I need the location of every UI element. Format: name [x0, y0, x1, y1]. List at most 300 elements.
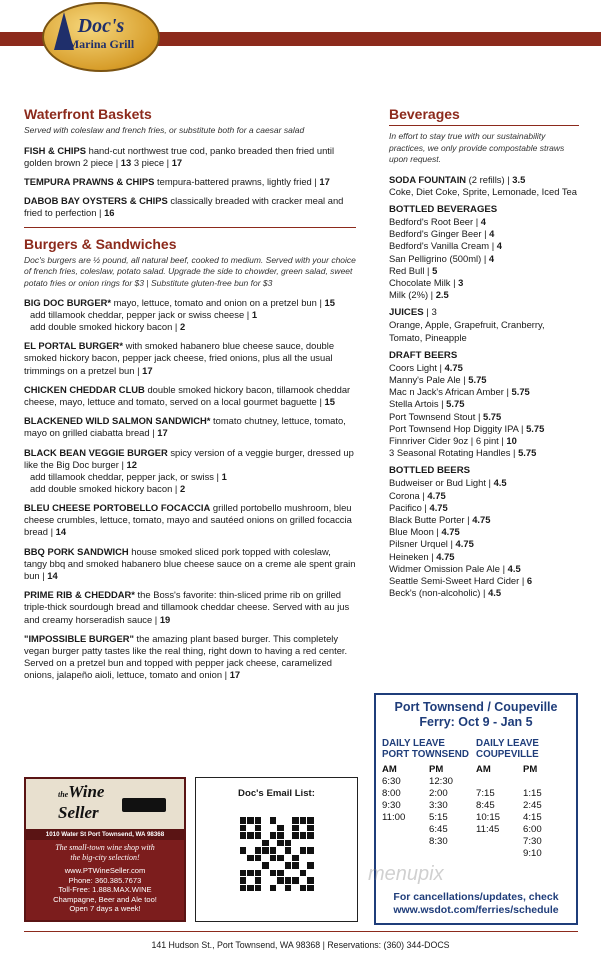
item-desc: mayo, lettuce, tomato and onion on a pretzel bun | — [110, 297, 325, 309]
qr-module — [307, 847, 314, 854]
qr-module — [307, 855, 314, 862]
menu-item — [24, 145, 356, 169]
qr-module — [307, 862, 314, 869]
ferry-time: 11:00 — [382, 812, 406, 823]
beverage-name: Stella Artois | — [389, 398, 447, 410]
qr-module — [255, 870, 262, 877]
item-desc: house smoked sliced pork topped with coleslaw, tangy bbq and smoked habanero blue cheese sauce on a creme ale spent grain bun | — [24, 545, 356, 582]
wine-tollfree: Toll-Free: 1.888.MAX.WINE — [58, 885, 152, 895]
section-divider — [24, 227, 356, 228]
ferry-time: 6:45 — [429, 824, 448, 835]
beverage-name: Budweiser or Bud Light | — [389, 477, 494, 489]
beverage-item — [389, 587, 579, 599]
item-desc: grilled portobello mushroom, bleu cheese crumbles, lettuce, tomato, mayo and sautéed onions on grilled focaccia bread | — [24, 502, 352, 538]
item-addon — [24, 309, 356, 321]
qr-module — [300, 870, 307, 877]
beverage-item — [389, 240, 579, 252]
addon-text: add tillamook cheddar, pepper jack or swiss cheese | — [30, 309, 252, 321]
item-name: CHICKEN CHEDDAR CLUB — [24, 383, 145, 395]
item-desc: with smoked habanero blue cheese sauce, double smoked hickory bacon, pepper jack cheese, fried onions, plus all the usual trimmings on a pretzel bun | — [24, 340, 335, 376]
item-name: "IMPOSSIBLE BURGER" — [24, 632, 134, 644]
beverage-name: Pilsner Urquel | — [389, 538, 456, 550]
item-name: BLEU CHEESE PORTOBELLO FOCACCIA — [24, 502, 211, 514]
item-price: 16 — [104, 207, 115, 219]
item-extra: 3 piece | — [131, 156, 172, 168]
cv-am-label: AM — [476, 764, 491, 775]
qr-module — [270, 847, 277, 854]
menu-item — [24, 384, 356, 408]
qr-module — [285, 862, 292, 869]
qr-module — [307, 840, 314, 847]
beverage-item — [389, 447, 579, 459]
wine-address: 1010 Water St Port Townsend, WA 98368 — [26, 829, 184, 840]
ferry-time: 1:15 — [523, 788, 542, 799]
beverage-name: Chocolate Milk | — [389, 276, 459, 288]
item-price: 17 — [142, 364, 153, 376]
beverage-price: 6 — [526, 574, 533, 586]
beverage-price: 3 — [458, 276, 464, 288]
item-price: 13 — [120, 156, 132, 168]
ferry-time: 8:45 — [476, 800, 495, 811]
item-price: 17 — [229, 669, 241, 681]
item-price: 17 — [157, 427, 168, 439]
item-addon — [24, 471, 356, 483]
wine-tagline-2: the big-city selection! — [70, 853, 140, 862]
beverage-item — [389, 502, 579, 514]
qr-module — [285, 832, 292, 839]
logo-title: Doc's — [77, 15, 125, 37]
beverage-price: 4.75 — [429, 501, 448, 513]
beverage-item — [389, 289, 579, 301]
qr-module — [240, 817, 247, 824]
menu-item — [24, 546, 356, 583]
ferry-title: Port Townsend / Coupeville — [394, 700, 558, 714]
qr-module — [240, 885, 247, 892]
beverage-item — [389, 362, 579, 374]
qr-module — [240, 855, 247, 862]
ferry-time: 9:10 — [523, 848, 542, 859]
beverage-name: Coors Light | — [389, 361, 445, 373]
item-price: 15 — [324, 297, 335, 309]
beverage-item — [389, 538, 579, 550]
menu-item — [24, 415, 356, 439]
item-name: TEMPURA PRAWNS & CHIPS — [24, 175, 155, 187]
item-price: 14 — [55, 526, 67, 538]
qr-module — [277, 840, 284, 847]
menu-item — [24, 589, 356, 626]
qr-module — [262, 862, 269, 869]
item-price: 17 — [319, 175, 330, 187]
cv-am-times — [476, 788, 523, 836]
wine-open: Open 7 days a week! — [69, 904, 141, 914]
qr-module — [255, 877, 262, 884]
beverage-item — [389, 253, 579, 265]
qr-module — [262, 877, 269, 884]
qr-module — [247, 840, 254, 847]
item-name: PRIME RIB & CHEDDAR* — [24, 589, 135, 601]
item-name: DABOB BAY OYSTERS & CHIPS — [24, 195, 168, 207]
beers-list — [389, 477, 579, 599]
beverage-price: 4.5 — [493, 477, 507, 489]
beverage-price: 4.75 — [455, 538, 474, 550]
qr-module — [262, 832, 269, 839]
beverage-name: Widmer Omission Pale Ale | — [389, 562, 508, 574]
wine-brand — [58, 783, 104, 822]
beverage-name: Bedford's Ginger Beer | — [389, 228, 490, 240]
qr-module — [307, 877, 314, 884]
beverage-name: Manny's Pale Ale | — [389, 373, 469, 385]
qr-module — [240, 832, 247, 839]
addon-text: add tillamook cheddar, pepper jack, or swiss | — [30, 471, 222, 483]
juices-heading — [389, 307, 579, 318]
beverage-name: Bedford's Vanilla Cream | — [389, 240, 497, 252]
beverage-price: 4.75 — [441, 526, 460, 538]
beverages-note: In effort to stay true with our sustainability practices, we only provide compostable straws upon request. — [389, 131, 565, 164]
qr-module — [307, 832, 314, 839]
burgers-heading: Burgers & Sandwiches — [24, 235, 177, 252]
item-name: EL PORTAL BURGER* — [24, 340, 123, 352]
beverage-price: 4.75 — [472, 513, 491, 525]
item-desc: tomato chutney, lettuce, tomato, mayo on grilled ciabatta bread | — [24, 415, 346, 439]
addon-price: 2 — [179, 321, 186, 333]
wine-logo — [26, 779, 184, 829]
beverage-name: Seattle Semi-Sweet Hard Cider | — [389, 574, 527, 586]
item-price: 12 — [126, 458, 137, 470]
beverages-divider — [389, 125, 579, 126]
beverage-name: Port Townsend Stout | — [389, 410, 483, 422]
soda-fountain — [389, 174, 579, 186]
ferry-time: 8:00 — [382, 788, 401, 799]
beverage-item — [389, 563, 579, 575]
ferry-schedule — [374, 693, 578, 925]
beverage-name: 3 Seasonal Rotating Handles | — [389, 447, 519, 459]
qr-module — [255, 825, 262, 832]
baskets-heading: Waterfront Baskets — [24, 106, 152, 122]
watermark: menupix — [368, 863, 444, 885]
qr-module — [277, 885, 284, 892]
qr-module — [285, 825, 292, 832]
qr-module — [240, 870, 247, 877]
beverage-item — [389, 490, 579, 502]
qr-module — [292, 877, 299, 884]
menu-item — [24, 447, 356, 495]
ferry-time: 2:45 — [523, 800, 542, 811]
beverage-price: 5.75 — [468, 373, 487, 385]
beverage-name: San Pelligrino (500ml) | — [389, 252, 489, 264]
beverage-item — [389, 277, 579, 289]
beverage-item — [389, 228, 579, 240]
menu-item — [24, 502, 356, 539]
beverage-name: Mac n Jack's African Amber | — [389, 386, 512, 398]
qr-module — [292, 885, 299, 892]
qr-module — [247, 870, 254, 877]
addon-text: add double smoked hickory bacon | — [30, 321, 180, 333]
ferry-time: 9:30 — [382, 800, 401, 811]
qr-module — [300, 885, 307, 892]
beverage-price: 10 — [506, 434, 517, 446]
menu-item — [24, 633, 356, 682]
qr-module — [262, 870, 269, 877]
ferry-time: 12:30 — [429, 776, 454, 787]
ferry-time: 7:15 — [476, 788, 495, 799]
ferry-time: 11:45 — [476, 824, 500, 835]
qr-module — [255, 817, 262, 824]
addon-price: 1 — [221, 471, 227, 483]
baskets-note: Served with coleslaw and french fries, or substitute both for a caesar salad — [24, 125, 305, 135]
qr-module — [307, 825, 314, 832]
qr-module — [270, 825, 277, 832]
qr-module — [277, 862, 284, 869]
soda-head: SODA FOUNTAIN — [389, 173, 467, 185]
juices-head: JUICES — [389, 307, 424, 319]
qr-module — [270, 870, 277, 877]
beverage-item — [389, 477, 579, 489]
cv-pm-label: PM — [523, 764, 538, 775]
item-name: FISH & CHIPS — [24, 144, 86, 156]
draft-list — [389, 362, 579, 460]
qr-module — [285, 885, 292, 892]
qr-module — [240, 847, 247, 854]
item-desc: classically breaded with cracker meal and fried to perfection | — [24, 195, 344, 219]
pt-head2: PORT TOWNSEND — [382, 749, 469, 760]
qr-module — [262, 840, 269, 847]
qr-module — [262, 825, 269, 832]
cv-head2: COUPEVILLE — [476, 749, 539, 760]
qr-module — [255, 862, 262, 869]
email-list-title: Doc's Email List: — [238, 788, 315, 799]
beverage-price: 4.5 — [507, 562, 521, 574]
beverage-name: Pacifico | — [389, 501, 430, 513]
qr-module — [300, 855, 307, 862]
qr-module — [255, 832, 262, 839]
item-addon — [24, 321, 356, 333]
qr-module — [247, 847, 254, 854]
ferry-foot-text: For cancellations/updates, check — [393, 891, 559, 903]
beverage-name: Beck's (non-alcoholic) | — [389, 587, 489, 599]
beverage-item — [389, 575, 579, 587]
beverage-item — [389, 514, 579, 526]
pt-am-label: AM — [382, 764, 397, 775]
ferry-time: 7:30 — [523, 836, 542, 847]
qr-module — [255, 840, 262, 847]
beverage-item — [389, 526, 579, 538]
item-desc: double smoked hickory bacon, tillamook cheddar cheese, mayo, lettuce and tomato, served on a local gourmet baguette | — [24, 383, 351, 408]
beverage-price: 4 — [480, 215, 486, 227]
qr-module — [285, 855, 292, 862]
qr-module — [262, 885, 269, 892]
qr-module — [285, 817, 292, 824]
beverage-item — [389, 435, 579, 447]
wine-extra: Champagne, Beer and Ale too! — [53, 894, 157, 904]
wine-seller-ad — [24, 777, 186, 922]
qr-module — [307, 885, 314, 892]
sailboat-icon — [54, 12, 74, 50]
qr-module — [285, 847, 292, 854]
beverage-name: Heineken | — [389, 550, 437, 562]
addon-price: 2 — [179, 483, 186, 495]
footer-divider — [24, 931, 578, 932]
burgers-list — [24, 297, 356, 682]
qr-module — [240, 825, 247, 832]
qr-module — [277, 847, 284, 854]
beverage-price: 5.75 — [526, 422, 545, 434]
email-list-box — [195, 777, 358, 922]
beverage-name: Red Bull | — [389, 264, 433, 276]
qr-module — [270, 862, 277, 869]
item-name: BLACK BEAN VEGGIE BURGER — [24, 446, 168, 458]
qr-module — [300, 832, 307, 839]
item-name: BIG DOC BURGER* — [24, 297, 111, 309]
beverage-item — [389, 551, 579, 563]
qr-module — [247, 885, 254, 892]
item-name: BBQ PORK SANDWICH — [24, 545, 129, 557]
beverage-price: 4.75 — [427, 489, 446, 501]
beverage-price: 4 — [489, 228, 495, 240]
ferry-time: 3:30 — [429, 800, 448, 811]
qr-module — [262, 817, 269, 824]
footer-address: 141 Hudson St., Port Townsend, WA 98368 | Reservations: (360) 344-DOCS — [151, 940, 450, 950]
qr-module — [240, 840, 247, 847]
baskets-list — [24, 145, 356, 220]
addon-text: add double smoked hickory bacon | — [30, 483, 180, 495]
qr-module — [247, 832, 254, 839]
qr-module — [270, 840, 277, 847]
beverage-price: 5.75 — [518, 447, 537, 459]
beverage-price: 4.5 — [488, 587, 502, 599]
qr-module — [277, 832, 284, 839]
item-desc: the Boss's favorite: thin-sliced prime rib on grilled triple-thick sourdough bread and tillamook cheddar cheese. Served with au jus and creamy horseradish sauce | — [24, 589, 350, 625]
qr-module — [300, 817, 307, 824]
beverage-name: Bedford's Root Beer | — [389, 215, 481, 227]
juices-price: | 3 — [423, 307, 437, 319]
qr-module — [277, 877, 284, 884]
beverage-price: 4.75 — [444, 361, 463, 373]
qr-module — [300, 825, 307, 832]
wine-brand1: Wine — [68, 782, 105, 801]
qr-module — [300, 847, 307, 854]
qr-module — [270, 817, 277, 824]
qr-module — [240, 862, 247, 869]
qr-module — [255, 847, 262, 854]
item-price: 17 — [171, 156, 183, 168]
beverage-price: 2.5 — [435, 289, 449, 301]
bottled-heading: BOTTLED BEVERAGES — [389, 203, 498, 215]
logo-subtitle: Marina Grill — [67, 37, 135, 51]
wine-brand2: Seller — [58, 803, 99, 822]
qr-module — [300, 877, 307, 884]
qr-module — [300, 862, 307, 869]
qr-module — [277, 870, 284, 877]
qr-module — [262, 855, 269, 862]
ferry-time: 8:30 — [429, 836, 448, 847]
wine-web[interactable]: www.PTWineSeller.com — [64, 866, 146, 875]
item-price: 15 — [324, 396, 335, 408]
qr-module — [255, 885, 262, 892]
bottled-list — [389, 216, 579, 301]
ferry-link[interactable]: www.wsdot.com/ferries/schedule — [393, 904, 559, 916]
menu-item — [24, 297, 356, 333]
menu-item — [24, 195, 356, 219]
soda-price: 3.5 — [512, 173, 526, 185]
beverage-item — [389, 423, 579, 435]
beverage-name: Milk (2%) | — [389, 289, 436, 301]
menu-item — [24, 176, 356, 188]
burgers-note: Doc's burgers are ½ pound, all natural beef, cooked to medium. Served with your choice of french fries, coleslaw, potato salad. Upgrade the side to chowder, green salad, sweet potato fries or onion rings for $3 | Substitute gluten-free bun for $3 — [24, 254, 356, 288]
beverage-price: 5.75 — [511, 386, 530, 398]
beers-heading: BOTTLED BEERS — [389, 465, 471, 477]
qr-module — [285, 877, 292, 884]
item-desc: spicy version of a veggie burger, dressed up like the Big Doc burger | — [24, 446, 354, 470]
pt-am-times — [382, 776, 429, 824]
ferry-time: 5:15 — [429, 812, 448, 823]
qr-module — [292, 832, 299, 839]
qr-module — [307, 817, 314, 824]
beverage-name: Blue Moon | — [389, 526, 442, 538]
qr-module — [240, 877, 247, 884]
qr-module — [285, 840, 292, 847]
wine-the: the — [58, 790, 69, 799]
beverage-item — [389, 374, 579, 386]
beverage-item — [389, 386, 579, 398]
qr-module — [292, 862, 299, 869]
beverage-name: Finnriver Cider 9oz | 6 pint | — [389, 434, 507, 446]
docs-logo — [42, 2, 160, 72]
qr-code-icon[interactable] — [240, 817, 314, 891]
wine-tagline-1: The small-town wine shop with — [55, 843, 155, 852]
ferry-time: 6:00 — [523, 824, 542, 835]
wine-bottle-icon — [122, 798, 166, 812]
qr-module — [292, 870, 299, 877]
juices-list: Orange, Apple, Grapefruit, Cranberry, Tomato, Pineapple — [389, 319, 545, 343]
qr-module — [292, 817, 299, 824]
pt-pm-times — [429, 776, 476, 848]
item-desc: hand-cut northwest true cod, panko breaded then fried until golden brown 2 piece | — [24, 144, 335, 168]
cv-head1: DAILY LEAVE — [476, 738, 539, 749]
item-desc: tempura-battered prawns, lightly fried | — [154, 175, 320, 187]
ferry-time: 2:00 — [429, 788, 448, 799]
draft-heading: DRAFT BEERS — [389, 349, 458, 361]
beverage-price: 5 — [432, 264, 438, 276]
qr-module — [270, 855, 277, 862]
pt-schedule — [382, 738, 476, 860]
qr-module — [255, 855, 262, 862]
qr-module — [292, 847, 299, 854]
qr-module — [292, 840, 299, 847]
qr-module — [247, 855, 254, 862]
beverage-price: 4.75 — [436, 550, 455, 562]
beverage-price: 5.75 — [482, 410, 502, 422]
qr-module — [307, 870, 314, 877]
qr-module — [285, 870, 292, 877]
beverage-name: Corona | — [389, 489, 428, 501]
qr-module — [247, 817, 254, 824]
soda-sub: (2 refills) | — [466, 173, 513, 185]
ferry-time: 6:30 — [382, 776, 401, 787]
qr-module — [247, 825, 254, 832]
beverage-price: 4 — [488, 252, 495, 264]
item-price: 14 — [47, 570, 58, 582]
beverages-heading: Beverages — [389, 106, 460, 122]
beverage-item — [389, 265, 579, 277]
qr-module — [277, 817, 284, 824]
beverage-name: Black Butte Porter | — [389, 513, 473, 525]
beverage-item — [389, 398, 579, 410]
qr-module — [247, 862, 254, 869]
qr-module — [300, 840, 307, 847]
item-desc: the amazing plant based burger. This completely vegan burger patty tastes like the real thing, right down to having a red center. Served on a pretzel bun and topped with pepper jack cheese, caramelized onions, jalapeño aioli, lettuce, tomato and onion | — [24, 632, 348, 681]
left-column — [24, 106, 356, 689]
qr-module — [277, 855, 284, 862]
